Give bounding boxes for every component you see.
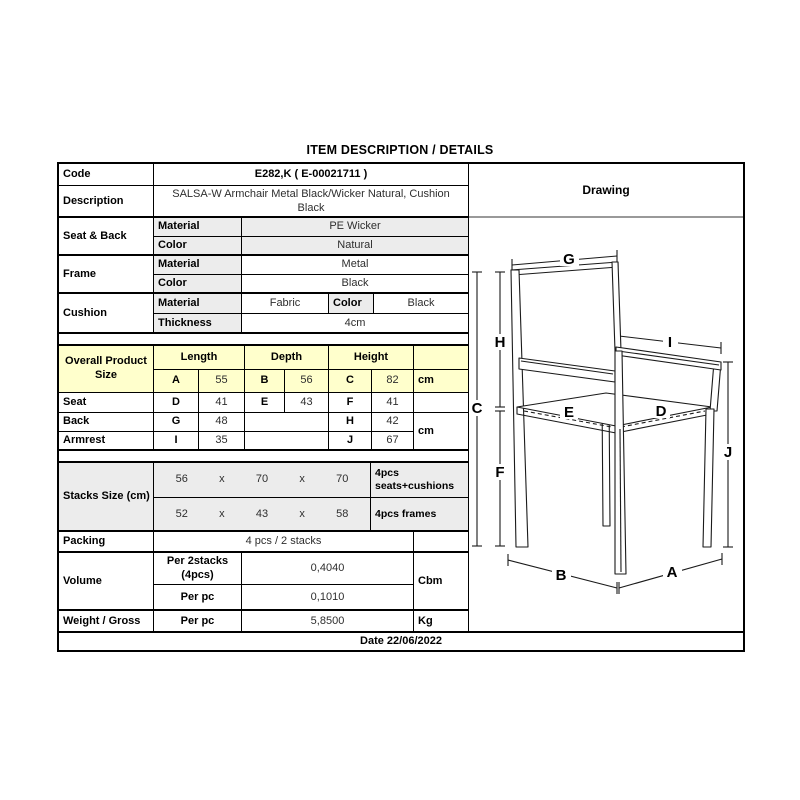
weight-unit: Kg [414, 611, 469, 633]
drawing-header: Drawing [469, 164, 743, 218]
dim-g-key: G [154, 413, 199, 432]
packing-unit-spacer [414, 532, 469, 553]
date-row: Date 22/06/2022 [360, 634, 442, 647]
dim-j-value: 67 [372, 432, 414, 451]
dim-h-key: H [329, 413, 372, 432]
chair-front-leg [615, 351, 626, 574]
overall-unit: cm [414, 370, 469, 393]
section-divider [59, 449, 469, 451]
dim-label-i: I [667, 334, 673, 351]
dim-label-j: J [723, 444, 733, 461]
seat-back-color-label: Color [154, 237, 242, 256]
dim-e-key: E [245, 393, 285, 413]
stacks-row1-values: 56 x 70 x 70 [154, 463, 371, 498]
dim-a-value: 55 [199, 370, 245, 393]
dim-d-value: 41 [199, 393, 245, 413]
dim-j-key: J [329, 432, 372, 451]
frame-material-label: Material [154, 256, 242, 275]
seat-back-material-value: PE Wicker [242, 218, 469, 237]
dim-h-value: 42 [372, 413, 414, 432]
dim-label-d: D [655, 403, 667, 420]
section-divider [59, 530, 469, 532]
dim-label-b: B [555, 567, 567, 584]
section-divider [59, 332, 469, 334]
dim-c-value: 82 [372, 370, 414, 393]
seat-back-color-value: Natural [242, 237, 469, 256]
overall-height-header: Height [329, 346, 414, 370]
cushion-label: Cushion [59, 294, 154, 334]
overall-depth-header: Depth [245, 346, 329, 370]
section-divider [59, 292, 469, 294]
dim-i-key: I [154, 432, 199, 451]
frame-color-label: Color [154, 275, 242, 294]
dim-label-c: C [471, 400, 483, 417]
dim-i-value: 35 [199, 432, 245, 451]
seat-back-label: Seat & Back [59, 218, 154, 256]
dim-g-value: 48 [199, 413, 245, 432]
section-divider [59, 631, 743, 633]
back-armrest-unit: cm [414, 413, 469, 451]
page-title: ITEM DESCRIPTION / DETAILS [306, 143, 494, 157]
volume-row1-label: Per 2stacks (4pcs) [154, 553, 242, 585]
volume-row2-value: 0,1010 [242, 585, 414, 611]
volume-label: Volume [59, 553, 154, 611]
weight-row-label: Per pc [154, 611, 242, 633]
frame-material-value: Metal [242, 256, 469, 275]
code-value: E282,K ( E-00021711 ) [154, 164, 469, 186]
dim-a-key: A [154, 370, 199, 393]
dim-label-a: A [666, 564, 678, 581]
section-divider [59, 216, 469, 218]
dim-b-value: 56 [285, 370, 329, 393]
dim-c-key: C [329, 370, 372, 393]
packing-value: 4 pcs / 2 stacks [154, 532, 414, 553]
seat-label: Seat [59, 393, 154, 413]
volume-row1-value: 0,4040 [242, 553, 414, 585]
frame-color-value: Black [242, 275, 469, 294]
seat-back-material-label: Material [154, 218, 242, 237]
cushion-color-label: Color [329, 294, 374, 314]
spec-table [57, 162, 745, 652]
dim-e-value: 43 [285, 393, 329, 413]
cushion-thickness-label: Thickness [154, 314, 242, 334]
cushion-color-value: Black [374, 294, 469, 314]
section-divider [59, 609, 469, 611]
back-label: Back [59, 413, 154, 432]
section-divider [59, 461, 469, 463]
overall-unit-spacer [414, 346, 469, 370]
dim-label-e: E [563, 404, 575, 421]
overall-length-header: Length [154, 346, 245, 370]
description-value: SALSA-W Armchair Metal Black/Wicker Natural, Cushion Black [154, 186, 469, 218]
dim-label-f: F [495, 464, 505, 481]
packing-label: Packing [59, 532, 154, 553]
back-empty-cell [245, 413, 329, 432]
cushion-material-label: Material [154, 294, 242, 314]
weight-value: 5,8500 [242, 611, 414, 633]
stacks-row2-note: 4pcs frames [371, 498, 469, 532]
cushion-material-value: Fabric [242, 294, 329, 314]
stacks-row2-values: 52 x 43 x 58 [154, 498, 371, 532]
frame-label: Frame [59, 256, 154, 294]
code-label: Code [59, 164, 154, 186]
description-label: Description [59, 186, 154, 218]
dim-f-key: F [329, 393, 372, 413]
overall-size-label: Overall Product Size [59, 346, 154, 393]
volume-unit: Cbm [414, 553, 469, 611]
section-divider [59, 254, 469, 256]
cushion-thickness-value: 4cm [242, 314, 469, 334]
stacks-size-label: Stacks Size (cm) [59, 463, 154, 532]
dim-label-h: H [494, 334, 506, 351]
section-divider [59, 551, 469, 553]
dim-f-value: 41 [372, 393, 414, 413]
chair-drawing [469, 164, 743, 631]
section-divider [59, 344, 469, 346]
dim-label-g: G [563, 251, 575, 268]
armrest-label: Armrest [59, 432, 154, 451]
weight-gross-label: Weight / Gross [59, 611, 154, 633]
volume-row2-label: Per pc [154, 585, 242, 611]
dim-b-key: B [245, 370, 285, 393]
stacks-row1-note: 4pcs seats+cushions [371, 463, 469, 498]
dim-d-key: D [154, 393, 199, 413]
seat-unit-spacer [414, 393, 469, 413]
